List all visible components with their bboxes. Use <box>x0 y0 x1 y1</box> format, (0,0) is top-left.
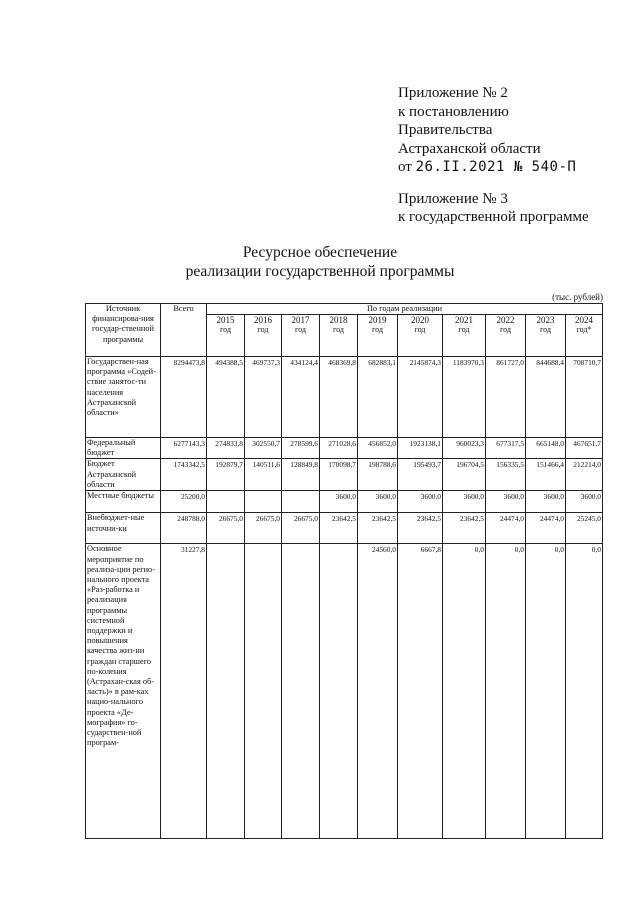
row-year-value-2024: 3600,0 <box>566 491 603 513</box>
year-number: 2020 <box>411 315 429 326</box>
table-row <box>86 544 603 839</box>
region-text: Астраханской области <box>398 140 541 157</box>
row-year-value-2018: 23642,5 <box>320 513 358 544</box>
table-row <box>86 438 603 459</box>
units-label: (тыс. рублей) <box>552 292 603 302</box>
year-header-2024 <box>566 315 603 357</box>
year-label: год <box>295 325 306 335</box>
row-source-label: Бюджет Астраханской области <box>86 459 161 491</box>
row-year-value-2023: 24474,0 <box>526 513 566 544</box>
row-year-value-2018: 3600,0 <box>320 491 358 513</box>
row-source-label: Местные бюджеты <box>86 491 161 513</box>
year-number: 2017 <box>291 315 310 326</box>
row-year-value-2024: 0,0 <box>566 544 603 839</box>
row-year-value-2020: 23642,5 <box>398 513 443 544</box>
year-number: 2022 <box>496 315 515 326</box>
row-year-value-2015: 192879,7 <box>207 459 245 491</box>
row-year-value-2023: 3600,0 <box>526 491 566 513</box>
row-year-value-2019: 682883,1 <box>358 357 398 438</box>
row-year-value-2019: 198788,6 <box>358 459 398 491</box>
year-header-2021 <box>443 315 486 357</box>
row-year-value-2023: 151466,4 <box>526 459 566 491</box>
document-title <box>0 243 640 281</box>
row-year-value-2018: 468369,8 <box>320 357 358 438</box>
year-label: год* <box>576 325 592 335</box>
row-year-value-2017 <box>282 491 320 513</box>
appendix-2-title: Приложение № 2 <box>398 85 508 101</box>
col-total-header: Всего <box>161 304 207 357</box>
row-year-value-2021: 196704,5 <box>443 459 486 491</box>
year-header-2016 <box>245 315 282 357</box>
row-year-value-2018: 271028,6 <box>320 438 358 459</box>
row-total-value: 31227,8 <box>161 544 207 839</box>
year-header-2017 <box>282 315 320 357</box>
row-year-value-2016: 26675,0 <box>245 513 282 544</box>
row-source-label: Федеральный бюджет <box>86 438 161 459</box>
row-year-value-2022: 861727,0 <box>486 357 526 438</box>
appendix-3-title: Приложение № 3 <box>398 190 508 207</box>
row-year-value-2020: 2145874,3 <box>398 357 443 438</box>
row-year-value-2020: 3600,0 <box>398 491 443 513</box>
table-row <box>86 459 603 491</box>
table-row <box>86 513 603 544</box>
row-source-label: Внебюджет-ные источни-ки <box>86 513 161 544</box>
row-year-value-2017 <box>282 544 320 839</box>
row-year-value-2016: 469737,3 <box>245 357 282 438</box>
row-year-value-2016: 302550,7 <box>245 438 282 459</box>
row-total-value: 8294473,8 <box>161 357 207 438</box>
col-source-header: Источник финансирова-ния государ-ственной программы <box>86 304 161 357</box>
row-year-value-2022: 24474,0 <box>486 513 526 544</box>
row-year-value-2019: 456852,0 <box>358 438 398 459</box>
year-label: год <box>540 325 551 335</box>
year-label: год <box>372 325 383 335</box>
row-year-value-2021: 1183970,3 <box>443 357 486 438</box>
resolution-date-row <box>398 158 589 177</box>
year-number: 2023 <box>536 315 555 326</box>
row-year-value-2017: 434124,4 <box>282 357 320 438</box>
table-row <box>86 491 603 513</box>
row-year-value-2023: 665148,0 <box>526 438 566 459</box>
row-year-value-2023: 0,0 <box>526 544 566 839</box>
row-year-value-2018 <box>320 544 358 839</box>
row-year-value-2020: 6667,8 <box>398 544 443 839</box>
year-number: 2015 <box>216 315 235 326</box>
table-row <box>86 357 603 438</box>
row-year-value-2016: 140511,6 <box>245 459 282 491</box>
row-year-value-2024: 25245,0 <box>566 513 603 544</box>
row-year-value-2021: 3600,0 <box>443 491 486 513</box>
row-year-value-2022: 0,0 <box>486 544 526 839</box>
row-year-value-2016 <box>245 491 282 513</box>
row-year-value-2017: 278599,6 <box>282 438 320 459</box>
government-text: Правительства <box>398 122 493 138</box>
row-source-label: Государствен-ная программа «Содей-ствие занятос-ти населения Астраханской области» <box>86 357 161 438</box>
row-year-value-2024: 467651,7 <box>566 438 603 459</box>
row-year-value-2024: 212214,0 <box>566 459 603 491</box>
year-number: 2024 <box>575 315 593 326</box>
year-label: год <box>414 325 426 335</box>
table-body <box>86 357 603 839</box>
appendix-header <box>398 84 589 227</box>
year-label: год <box>500 325 511 335</box>
year-header-2022 <box>486 315 526 357</box>
row-year-value-2024: 708710,7 <box>566 357 603 438</box>
row-total-value: 1743342,5 <box>161 459 207 491</box>
row-year-value-2015 <box>207 491 245 513</box>
year-header-2019 <box>358 315 398 357</box>
row-year-value-2023: 844688,4 <box>526 357 566 438</box>
row-year-value-2016 <box>245 544 282 839</box>
row-total-value: 25200,0 <box>161 491 207 513</box>
row-year-value-2020: 195493,7 <box>398 459 443 491</box>
year-label: год <box>257 325 269 335</box>
col-years-group-header: По годам реализации <box>207 304 603 315</box>
year-number: 2018 <box>329 315 348 326</box>
year-label: год <box>220 325 231 335</box>
year-header-2020 <box>398 315 443 357</box>
year-number: 2016 <box>254 315 272 326</box>
to-program-text: к государственной программе <box>398 209 589 225</box>
row-year-value-2015: 494388,5 <box>207 357 245 438</box>
year-label: год <box>333 325 344 335</box>
title-line-2: реализации государственной программы <box>185 263 455 280</box>
row-year-value-2018: 170098,7 <box>320 459 358 491</box>
row-year-value-2022: 677317,5 <box>486 438 526 459</box>
resolution-date-number: 26.II.2021 № 540-П <box>415 159 577 175</box>
row-year-value-2017: 128849,8 <box>282 459 320 491</box>
year-number: 2021 <box>455 315 473 326</box>
row-year-value-2021: 0,0 <box>443 544 486 839</box>
row-year-value-2019: 3600,0 <box>358 491 398 513</box>
row-year-value-2019: 24560,0 <box>358 544 398 839</box>
resource-table <box>85 303 603 839</box>
title-line-1: Ресурсное обеспечение <box>242 244 398 261</box>
row-year-value-2019: 23642,5 <box>358 513 398 544</box>
row-year-value-2022: 3600,0 <box>486 491 526 513</box>
row-year-value-2022: 156335,5 <box>486 459 526 491</box>
year-label: год <box>458 325 470 335</box>
row-year-value-2015: 26675,0 <box>207 513 245 544</box>
row-year-value-2021: 960023,3 <box>443 438 486 459</box>
to-resolution-text: к постановлению <box>398 103 509 120</box>
year-number: 2019 <box>368 315 387 326</box>
row-year-value-2015: 274833,8 <box>207 438 245 459</box>
row-total-value: 6277143,3 <box>161 438 207 459</box>
date-prefix: от <box>398 159 412 175</box>
year-header-2015 <box>207 315 245 357</box>
row-total-value: 248788,0 <box>161 513 207 544</box>
row-source-label: Основное мероприятие по реализа-ции регио-нального проекта «Раз-работка и реализация программы системной поддержки и повышения качества жиз-ни граждан старшего по-коления (Астрахан-ская об-ласть)» в рам-ках нацио-нального проекта «Де-мография» го-сударствен-ной програм- <box>86 544 161 839</box>
year-header-2023 <box>526 315 566 357</box>
row-year-value-2020: 1923138,1 <box>398 438 443 459</box>
row-year-value-2021: 23642,5 <box>443 513 486 544</box>
row-year-value-2015 <box>207 544 245 839</box>
year-header-2018 <box>320 315 358 357</box>
row-year-value-2017: 26675,0 <box>282 513 320 544</box>
